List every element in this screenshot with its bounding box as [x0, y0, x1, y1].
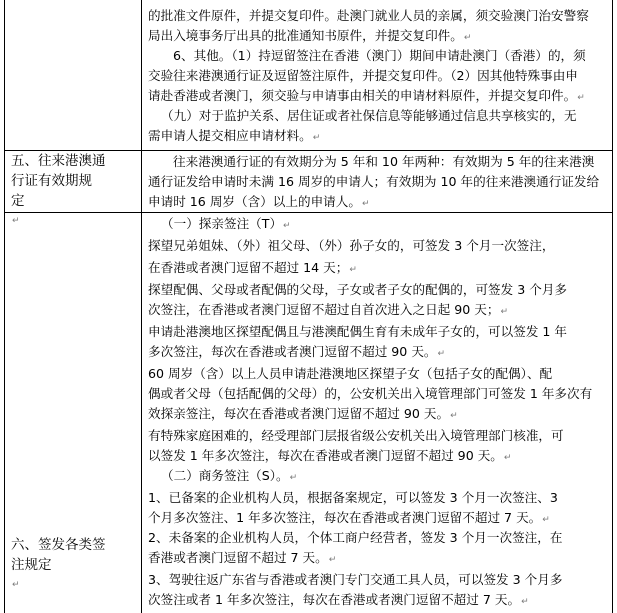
paragraph-mark: ↵: [349, 265, 357, 275]
paragraph-mark: ↵: [12, 580, 20, 590]
paragraph-mark: ↵: [437, 349, 446, 359]
text-line: 2、未备案的企业机构人员，个体工商户经营者，签发 3 个月一次签注，在: [148, 530, 563, 545]
paragraph-mark: ↵: [450, 411, 458, 421]
section-5-label-line: 定 ↵: [11, 191, 137, 231]
text-line: 往来港澳通行证的有效期分为 5 年和 10 年两种：有效期为 5 年的往来港澳: [173, 154, 595, 169]
subsection-heading: （二）商务签注（S）。↵: [161, 468, 298, 483]
paragraph-mark: ↵: [463, 33, 472, 43]
paragraph-mark: ↵: [361, 199, 370, 209]
text-line: 次签注或者 1 年多次签注，每次在香港或者澳门逗留不超过 7 天。↵: [148, 592, 529, 607]
text-line: 通行证发给申请时未满 16 周岁的申请人；有效期为 10 年的往来港澳通行证发给: [148, 174, 600, 189]
text-line: 多次签注，每次在香港或者澳门逗留不超过 90 天。↵: [148, 344, 446, 359]
text-line: 60 周岁（含）以上人员申请赴港澳地区探望子女（包括子女的配偶）、配: [148, 366, 553, 381]
subsection-heading: （一）探亲签注（T）↵: [161, 216, 291, 231]
section-5-label-line: 五、往来港澳通: [11, 153, 106, 169]
column-divider: [141, 0, 142, 613]
text-line: 在香港或者澳门逗留不超过 14 天；↵: [148, 260, 357, 275]
text-line: 申请时 16 周岁（含）以上的申请人。↵: [148, 194, 370, 209]
paragraph-mark: ↵: [312, 133, 321, 143]
text-line: 请赴香港或者澳门，须交验与申请事由相关的申请材料原件，并提交复印件。↵: [148, 88, 585, 103]
text-line: 交验往来港澳通行证及逗留签注原件，并提交复印件。（2）因其他特殊事由申: [148, 68, 578, 83]
paragraph-mark: ↵: [577, 93, 585, 103]
paragraph-mark: ↵: [500, 307, 509, 317]
section-6-label: [11, 535, 137, 595]
text-line: 次签注，在香港或者澳门逗留不超过自首次进入之日起 90 天；↵: [148, 302, 509, 317]
text-line: 探望兄弟姐妹、（外）祖父母、（外）孙子女的，可签发 3 个月一次签注，: [148, 238, 555, 253]
paragraph-mark: ↵: [12, 216, 20, 226]
text-line: 3、驾驶往返广东省与香港或者澳门专门交通工具人员，可以签发 3 个月多: [148, 572, 563, 587]
section-5-label-line: 行证有效期规: [11, 173, 92, 189]
text-line: 香港或者澳门逗留不超过 7 天。↵: [148, 550, 337, 565]
paragraph-mark: ↵: [328, 555, 337, 565]
paragraph-mark: ↵: [289, 473, 298, 483]
paragraph-mark: ↵: [542, 515, 550, 525]
text-line: 效探亲签注，每次在香港或者澳门逗留不超过 90 天。↵: [148, 406, 458, 421]
text-line: 的批准文件原件，并提交复印件。赴澳门就业人员的亲属，须交验澳门治安警察: [148, 8, 589, 23]
section-5-label: [11, 151, 137, 231]
paragraph-mark: ↵: [283, 221, 291, 231]
text-line: 局出入境事务厅出具的批准通知书原件，并提交复印件。↵: [148, 28, 472, 43]
text-line: 需申请人提交相应申请材料。↵: [148, 128, 321, 143]
section-6-label-line: 注规定 ↵: [11, 555, 137, 595]
text-line: 以签发 1 年多次签注，每次在香港或者澳门逗留不超过 90 天。↵: [148, 448, 512, 463]
section-6-label-line: 六、签发各类签: [11, 537, 106, 553]
text-line: 申请赴港澳地区探望配偶且与港澳配偶生育有未成年子女的，可以签发 1 年: [148, 324, 568, 339]
text-line: 1、已备案的企业机构人员，根据备案规定，可以签发 3 个月一次签注、3: [148, 490, 558, 505]
text-line: 有特殊家庭困难的，经受理部门层报省级公安机关出入境管理部门核准，可: [148, 428, 564, 443]
text-line: 偶或者父母（包括配偶的父母）的，公安机关出入境管理部门可签发 1 年多次有: [148, 386, 593, 401]
text-line: 6、其他。（1）持逗留签注在香港（澳门）期间申请赴澳门（香港）的，须: [173, 48, 586, 63]
text-line: 个月多次签注、1 年多次签注，每次在香港或者澳门逗留不超过 7 天。↵: [148, 510, 550, 525]
text-line: （九）对于监护关系、居住证或者社保信息等能够通过信息共享核实的，无: [161, 108, 577, 123]
text-line: 探望配偶、父母或者配偶的父母，子女或者子女的配偶的，可签发 3 个月多: [148, 282, 568, 297]
paragraph-mark: ↵: [503, 453, 512, 463]
paragraph-mark: ↵: [521, 597, 529, 607]
